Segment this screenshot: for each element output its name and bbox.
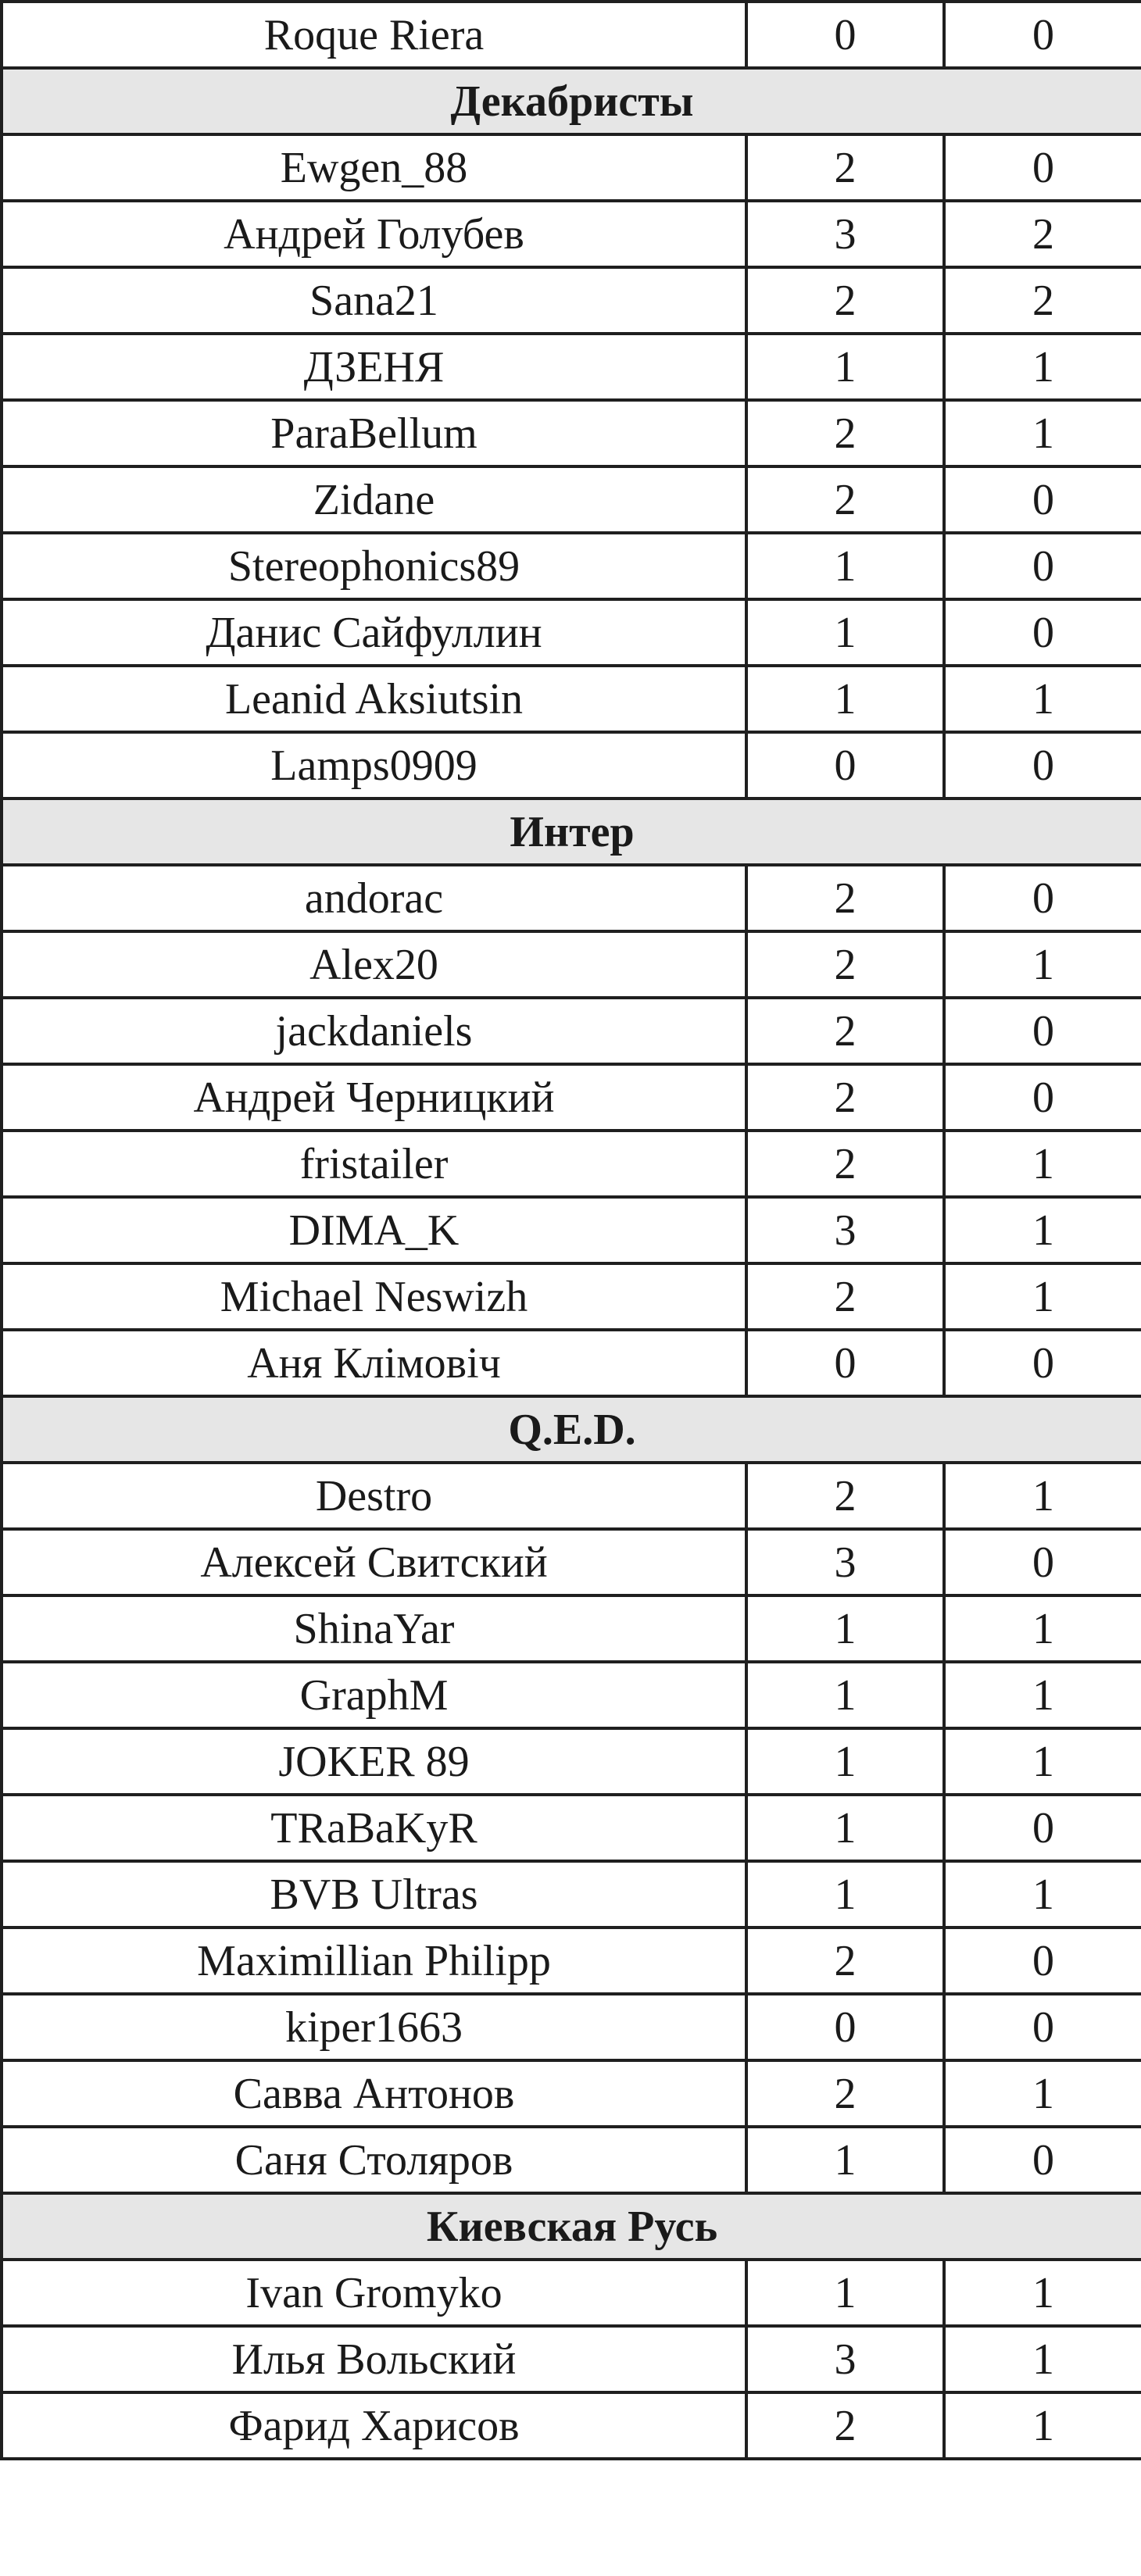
table-row: [2, 865, 1141, 931]
player-name-cell: kiper1663: [2, 1994, 746, 2060]
value-a-cell: 2: [746, 1928, 944, 1994]
value-a-cell: 3: [746, 2326, 944, 2392]
value-b-cell: 1: [944, 1131, 1141, 1197]
player-name-cell: Roque Riera: [2, 2, 746, 68]
value-a-cell: 1: [746, 334, 944, 400]
group-title: Киевская Русь: [2, 2193, 1141, 2260]
table-row: [2, 267, 1141, 334]
value-a-cell: 2: [746, 931, 944, 998]
player-name-cell: Аня Клімовіч: [2, 1330, 746, 1396]
group-title: Декабристы: [2, 68, 1141, 134]
value-b-cell: 1: [944, 1861, 1141, 1928]
player-name-cell: Michael Neswizh: [2, 1263, 746, 1330]
player-name-cell: Алексей Свитский: [2, 1529, 746, 1595]
value-a-cell: 2: [746, 134, 944, 201]
value-b-cell: 0: [944, 1330, 1141, 1396]
value-b-cell: 0: [944, 1994, 1141, 2060]
table-row: [2, 2260, 1141, 2326]
player-name-cell: GraphM: [2, 1662, 746, 1728]
player-name-cell: DIMA_K: [2, 1197, 746, 1263]
table-row: [2, 134, 1141, 201]
group-header-row: [2, 2193, 1141, 2260]
table-row: [2, 1131, 1141, 1197]
player-name-cell: jackdaniels: [2, 998, 746, 1064]
player-name-cell: Alex20: [2, 931, 746, 998]
table-row: [2, 666, 1141, 732]
table-row: [2, 599, 1141, 666]
value-a-cell: 0: [746, 1994, 944, 2060]
value-a-cell: 1: [746, 1861, 944, 1928]
player-name-cell: Саня Столяров: [2, 2127, 746, 2193]
value-a-cell: 3: [746, 201, 944, 267]
player-name-cell: ShinaYar: [2, 1595, 746, 1662]
value-a-cell: 2: [746, 2392, 944, 2459]
player-name-cell: fristailer: [2, 1131, 746, 1197]
value-a-cell: 3: [746, 1529, 944, 1595]
value-b-cell: 0: [944, 599, 1141, 666]
table-row: [2, 1662, 1141, 1728]
table-row: [2, 533, 1141, 599]
value-b-cell: 0: [944, 1928, 1141, 1994]
value-a-cell: 2: [746, 865, 944, 931]
value-a-cell: 2: [746, 1263, 944, 1330]
player-name-cell: Zidane: [2, 466, 746, 533]
value-a-cell: 2: [746, 400, 944, 466]
value-a-cell: 2: [746, 998, 944, 1064]
value-a-cell: 2: [746, 1463, 944, 1529]
value-b-cell: 0: [944, 1529, 1141, 1595]
value-b-cell: 0: [944, 865, 1141, 931]
value-b-cell: 1: [944, 1728, 1141, 1795]
value-b-cell: 0: [944, 2127, 1141, 2193]
value-b-cell: 2: [944, 201, 1141, 267]
table-row: [2, 1994, 1141, 2060]
table-row: [2, 334, 1141, 400]
player-name-cell: Maximillian Philipp: [2, 1928, 746, 1994]
player-name-cell: ДЗЕНЯ: [2, 334, 746, 400]
value-b-cell: 0: [944, 1795, 1141, 1861]
value-a-cell: 1: [746, 1662, 944, 1728]
value-b-cell: 1: [944, 1595, 1141, 1662]
table-row: [2, 1595, 1141, 1662]
player-name-cell: Андрей Голубев: [2, 201, 746, 267]
value-b-cell: 0: [944, 134, 1141, 201]
value-b-cell: 1: [944, 2392, 1141, 2459]
table-row: [2, 2326, 1141, 2392]
value-b-cell: 1: [944, 931, 1141, 998]
value-a-cell: 1: [746, 666, 944, 732]
value-b-cell: 1: [944, 1662, 1141, 1728]
value-a-cell: 1: [746, 1595, 944, 1662]
value-a-cell: 3: [746, 1197, 944, 1263]
table-row: [2, 201, 1141, 267]
group-title: Q.E.D.: [2, 1396, 1141, 1463]
value-b-cell: 0: [944, 466, 1141, 533]
value-b-cell: 1: [944, 666, 1141, 732]
value-a-cell: 1: [746, 1728, 944, 1795]
value-b-cell: 1: [944, 400, 1141, 466]
table-row: [2, 2127, 1141, 2193]
player-name-cell: Андрей Черницкий: [2, 1064, 746, 1131]
player-name-cell: Илья Вольский: [2, 2326, 746, 2392]
table-row: [2, 1263, 1141, 1330]
player-name-cell: BVB Ultras: [2, 1861, 746, 1928]
table-row: [2, 400, 1141, 466]
value-a-cell: 1: [746, 1795, 944, 1861]
table-row: [2, 466, 1141, 533]
value-a-cell: 0: [746, 732, 944, 799]
value-a-cell: 0: [746, 1330, 944, 1396]
player-name-cell: TRaBaKyR: [2, 1795, 746, 1861]
value-b-cell: 0: [944, 998, 1141, 1064]
value-a-cell: 1: [746, 2260, 944, 2326]
player-name-cell: Ivan Gromyko: [2, 2260, 746, 2326]
value-b-cell: 1: [944, 1263, 1141, 1330]
group-header-row: [2, 68, 1141, 134]
table-row: [2, 931, 1141, 998]
table-row: [2, 1529, 1141, 1595]
value-b-cell: 0: [944, 2, 1141, 68]
group-header-row: [2, 1396, 1141, 1463]
table-row: [2, 1463, 1141, 1529]
value-a-cell: 2: [746, 466, 944, 533]
value-b-cell: 0: [944, 533, 1141, 599]
value-b-cell: 1: [944, 2326, 1141, 2392]
table-row: [2, 2392, 1141, 2459]
value-a-cell: 2: [746, 2060, 944, 2127]
table-row: [2, 732, 1141, 799]
player-name-cell: Савва Антонов: [2, 2060, 746, 2127]
player-name-cell: Destro: [2, 1463, 746, 1529]
table-row: [2, 2060, 1141, 2127]
value-b-cell: 1: [944, 334, 1141, 400]
player-name-cell: Фарид Харисов: [2, 2392, 746, 2459]
value-b-cell: 0: [944, 1064, 1141, 1131]
player-name-cell: Данис Сайфуллин: [2, 599, 746, 666]
value-b-cell: 1: [944, 1197, 1141, 1263]
table-row: [2, 1330, 1141, 1396]
value-b-cell: 1: [944, 2260, 1141, 2326]
stats-table-body: [2, 2, 1141, 2459]
value-a-cell: 1: [746, 533, 944, 599]
table-row: [2, 998, 1141, 1064]
value-b-cell: 2: [944, 267, 1141, 334]
value-a-cell: 1: [746, 2127, 944, 2193]
value-b-cell: 1: [944, 1463, 1141, 1529]
player-name-cell: Ewgen_88: [2, 134, 746, 201]
table-row: [2, 1861, 1141, 1928]
table-row: [2, 1795, 1141, 1861]
player-name-cell: Sana21: [2, 267, 746, 334]
player-name-cell: Lamps0909: [2, 732, 746, 799]
value-a-cell: 2: [746, 1064, 944, 1131]
table-row: [2, 1728, 1141, 1795]
value-a-cell: 0: [746, 2, 944, 68]
player-name-cell: JOKER 89: [2, 1728, 746, 1795]
value-b-cell: 0: [944, 732, 1141, 799]
player-name-cell: andorac: [2, 865, 746, 931]
player-name-cell: ParaBellum: [2, 400, 746, 466]
group-title: Интер: [2, 799, 1141, 865]
value-b-cell: 1: [944, 2060, 1141, 2127]
table-row: [2, 2, 1141, 68]
value-a-cell: 2: [746, 1131, 944, 1197]
table-row: [2, 1928, 1141, 1994]
player-name-cell: Stereophonics89: [2, 533, 746, 599]
value-a-cell: 1: [746, 599, 944, 666]
table-row: [2, 1197, 1141, 1263]
value-a-cell: 2: [746, 267, 944, 334]
table-row: [2, 1064, 1141, 1131]
player-name-cell: Leanid Aksiutsin: [2, 666, 746, 732]
group-header-row: [2, 799, 1141, 865]
